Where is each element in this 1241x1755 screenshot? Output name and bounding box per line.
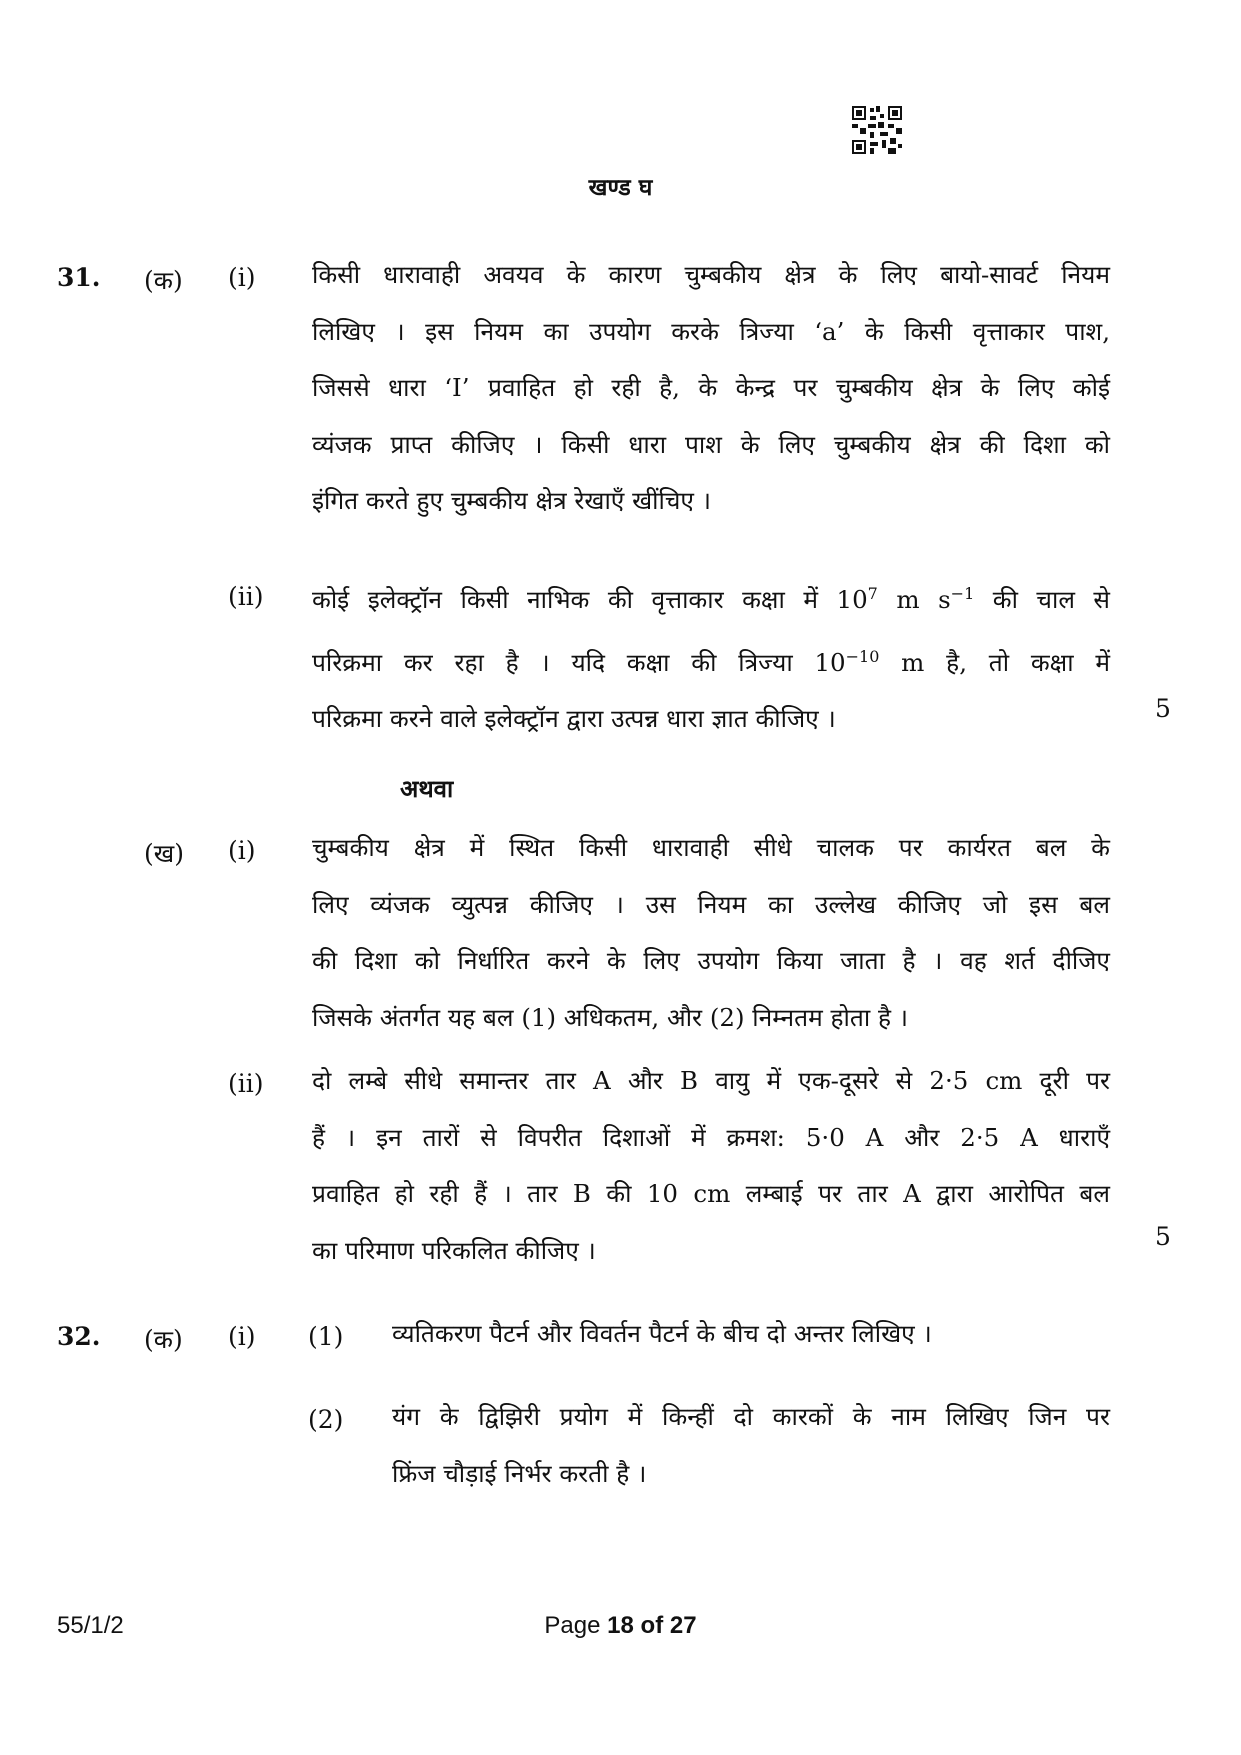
q32-item-1-label: (1) — [308, 1322, 344, 1351]
q31-a-ii-text — [312, 566, 1110, 748]
text-line: लिखिए । इस नियम का उपयोग करके त्रिज्या ‘a’ के किसी वृत्ताकार पाश, — [312, 316, 1110, 346]
q31-b-ii-text — [312, 1053, 1110, 1279]
page-number — [0, 1612, 1241, 1640]
q31-a-ii-label: (ii) — [228, 582, 264, 611]
q32-part-a-label: (क) — [144, 1325, 183, 1354]
text-line: जिसके अंतर्गत यह बल (1) अधिकतम, और (2) निम्नतम होता है । — [312, 1002, 909, 1032]
text-fragment: m है, तो कक्षा में — [879, 647, 1110, 677]
page-of: of — [640, 1612, 664, 1639]
text-line: हैं । इन तारों से विपरीत दिशाओं में क्रमश: 5·0 A और 2·5 A धाराएँ — [312, 1122, 1110, 1152]
text-line: फ्रिंज चौड़ाई निर्भर करती है । — [392, 1458, 647, 1488]
q31-a-i-label: (i) — [228, 263, 256, 292]
q32-item-2-text — [392, 1389, 1110, 1502]
q31-b-ii-label: (ii) — [228, 1069, 264, 1098]
text-fragment: परिक्रमा कर रहा है । यदि कक्षा की त्रिज्या — [312, 647, 815, 677]
text-line — [312, 566, 1110, 629]
unit-exponent: −1 — [950, 584, 975, 603]
q31-a-marks: 5 — [1155, 694, 1171, 723]
page-total: 27 — [669, 1612, 697, 1639]
q31-a-i-text — [312, 247, 1110, 530]
unit-text: m s — [877, 585, 951, 615]
q32-a-i-label: (i) — [228, 1322, 256, 1351]
q31-b-marks: 5 — [1155, 1222, 1171, 1251]
text-line: किसी धारावाही अवयव के कारण चुम्बकीय क्षेत्र के लिए बायो-सावर्ट नियम — [312, 260, 1110, 289]
text-line: व्यतिकरण पैटर्न और विवर्तन पैटर्न के बीच दो अन्तर लिखिए । — [392, 1319, 932, 1348]
text-line: व्यंजक प्राप्त कीजिए । किसी धारा पाश के लिए चुम्बकीय क्षेत्र की दिशा को — [312, 429, 1110, 459]
q32-item-2-label: (2) — [308, 1405, 344, 1434]
text-fragment: कोई इलेक्ट्रॉन किसी नाभिक की वृत्ताकार कक्षा में — [312, 585, 837, 615]
text-line: दो लम्बे सीधे समान्तर तार A और B वायु में एक-दूसरे से 2·5 cm दूरी पर — [312, 1066, 1110, 1095]
page-current: 18 — [607, 1612, 634, 1639]
text-line: लिए व्यंजक व्युत्पन्न कीजिए । उस नियम का उल्लेख कीजिए जो इस बल — [312, 889, 1110, 919]
paper-code: 55/1/2 — [57, 1612, 124, 1639]
power-exponent: 7 — [867, 584, 878, 603]
text-line: परिक्रमा करने वाले इलेक्ट्रॉन द्वारा उत्पन्न धारा ज्ञात कीजिए । — [312, 704, 836, 734]
page-word: Page — [544, 1612, 601, 1639]
text-line: प्रवाहित हो रही हैं । तार B की 10 cm लम्बाई पर तार A द्वारा आरोपित बल — [312, 1179, 1110, 1208]
section-title: खण्ड घ — [588, 174, 653, 201]
or-separator: अथवा — [400, 774, 454, 803]
text-line — [312, 629, 1110, 692]
q31-b-i-text — [312, 820, 1110, 1046]
text-fragment: की चाल से — [974, 585, 1110, 615]
text-line: का परिमाण परिकलित कीजिए । — [312, 1235, 596, 1265]
text-line: जिससे धारा ‘I’ प्रवाहित हो रही है, के केन्द्र पर चुम्बकीय क्षेत्र के लिए कोई — [312, 373, 1110, 402]
q31-part-b-label: (ख) — [144, 839, 184, 868]
q31-b-i-label: (i) — [228, 836, 256, 865]
power-base: 10 — [814, 647, 846, 677]
text-line: इंगित करते हुए चुम्बकीय क्षेत्र रेखाएँ खींचिए । — [312, 486, 712, 515]
text-line: चुम्बकीय क्षेत्र में स्थित किसी धारावाही सीधे चालक पर कार्यरत बल के — [312, 833, 1110, 862]
q31-part-a-label: (क) — [144, 266, 183, 295]
power-base: 10 — [836, 585, 868, 615]
qr-code-icon — [852, 106, 902, 154]
text-line: यंग के द्विझिरी प्रयोग में किन्हीं दो कारकों के नाम लिखिए जिन पर — [392, 1402, 1110, 1431]
question-31-number: 31. — [57, 263, 101, 292]
power-exponent: −10 — [845, 646, 880, 666]
text-line: की दिशा को निर्धारित करने के लिए उपयोग किया जाता है । वह शर्त दीजिए — [312, 946, 1110, 975]
question-32-number: 32. — [57, 1322, 101, 1351]
q32-item-1-text — [392, 1306, 1112, 1363]
